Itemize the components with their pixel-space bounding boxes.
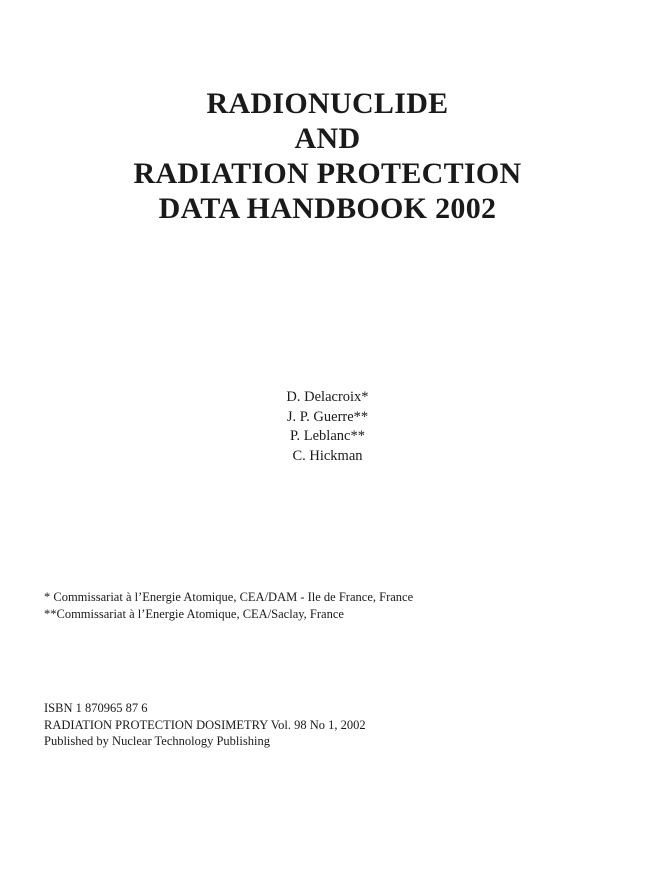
- publication-info: [44, 700, 366, 750]
- title-line-4: DATA HANDBOOK 2002: [158, 192, 497, 225]
- title-line-3: RADIATION PROTECTION: [133, 157, 522, 190]
- author-guerre: J. P. Guerre**: [286, 408, 369, 425]
- affiliation-cea-dam: * Commissariat à l’Energie Atomique, CEA/DAM - Ile de France, France: [44, 590, 414, 604]
- affiliation-cea-saclay: **Commissariat à l’Energie Atomique, CEA/Saclay, France: [44, 606, 344, 621]
- author-delacroix: D. Delacroix*: [286, 389, 369, 405]
- author-hickman: C. Hickman: [292, 447, 363, 464]
- author-list: [0, 388, 655, 466]
- publisher-line: Published by Nuclear Technology Publishing: [44, 734, 270, 748]
- title-line-2: AND: [294, 122, 361, 155]
- author-leblanc: P. Leblanc**: [290, 428, 365, 444]
- title-line-1: RADIONUCLIDE: [206, 87, 449, 120]
- document-title: [0, 86, 655, 226]
- isbn-line: ISBN 1 870965 87 6: [44, 701, 148, 715]
- journal-line: RADIATION PROTECTION DOSIMETRY Vol. 98 No 1, 2002: [44, 717, 366, 732]
- affiliation-footnotes: [44, 589, 413, 622]
